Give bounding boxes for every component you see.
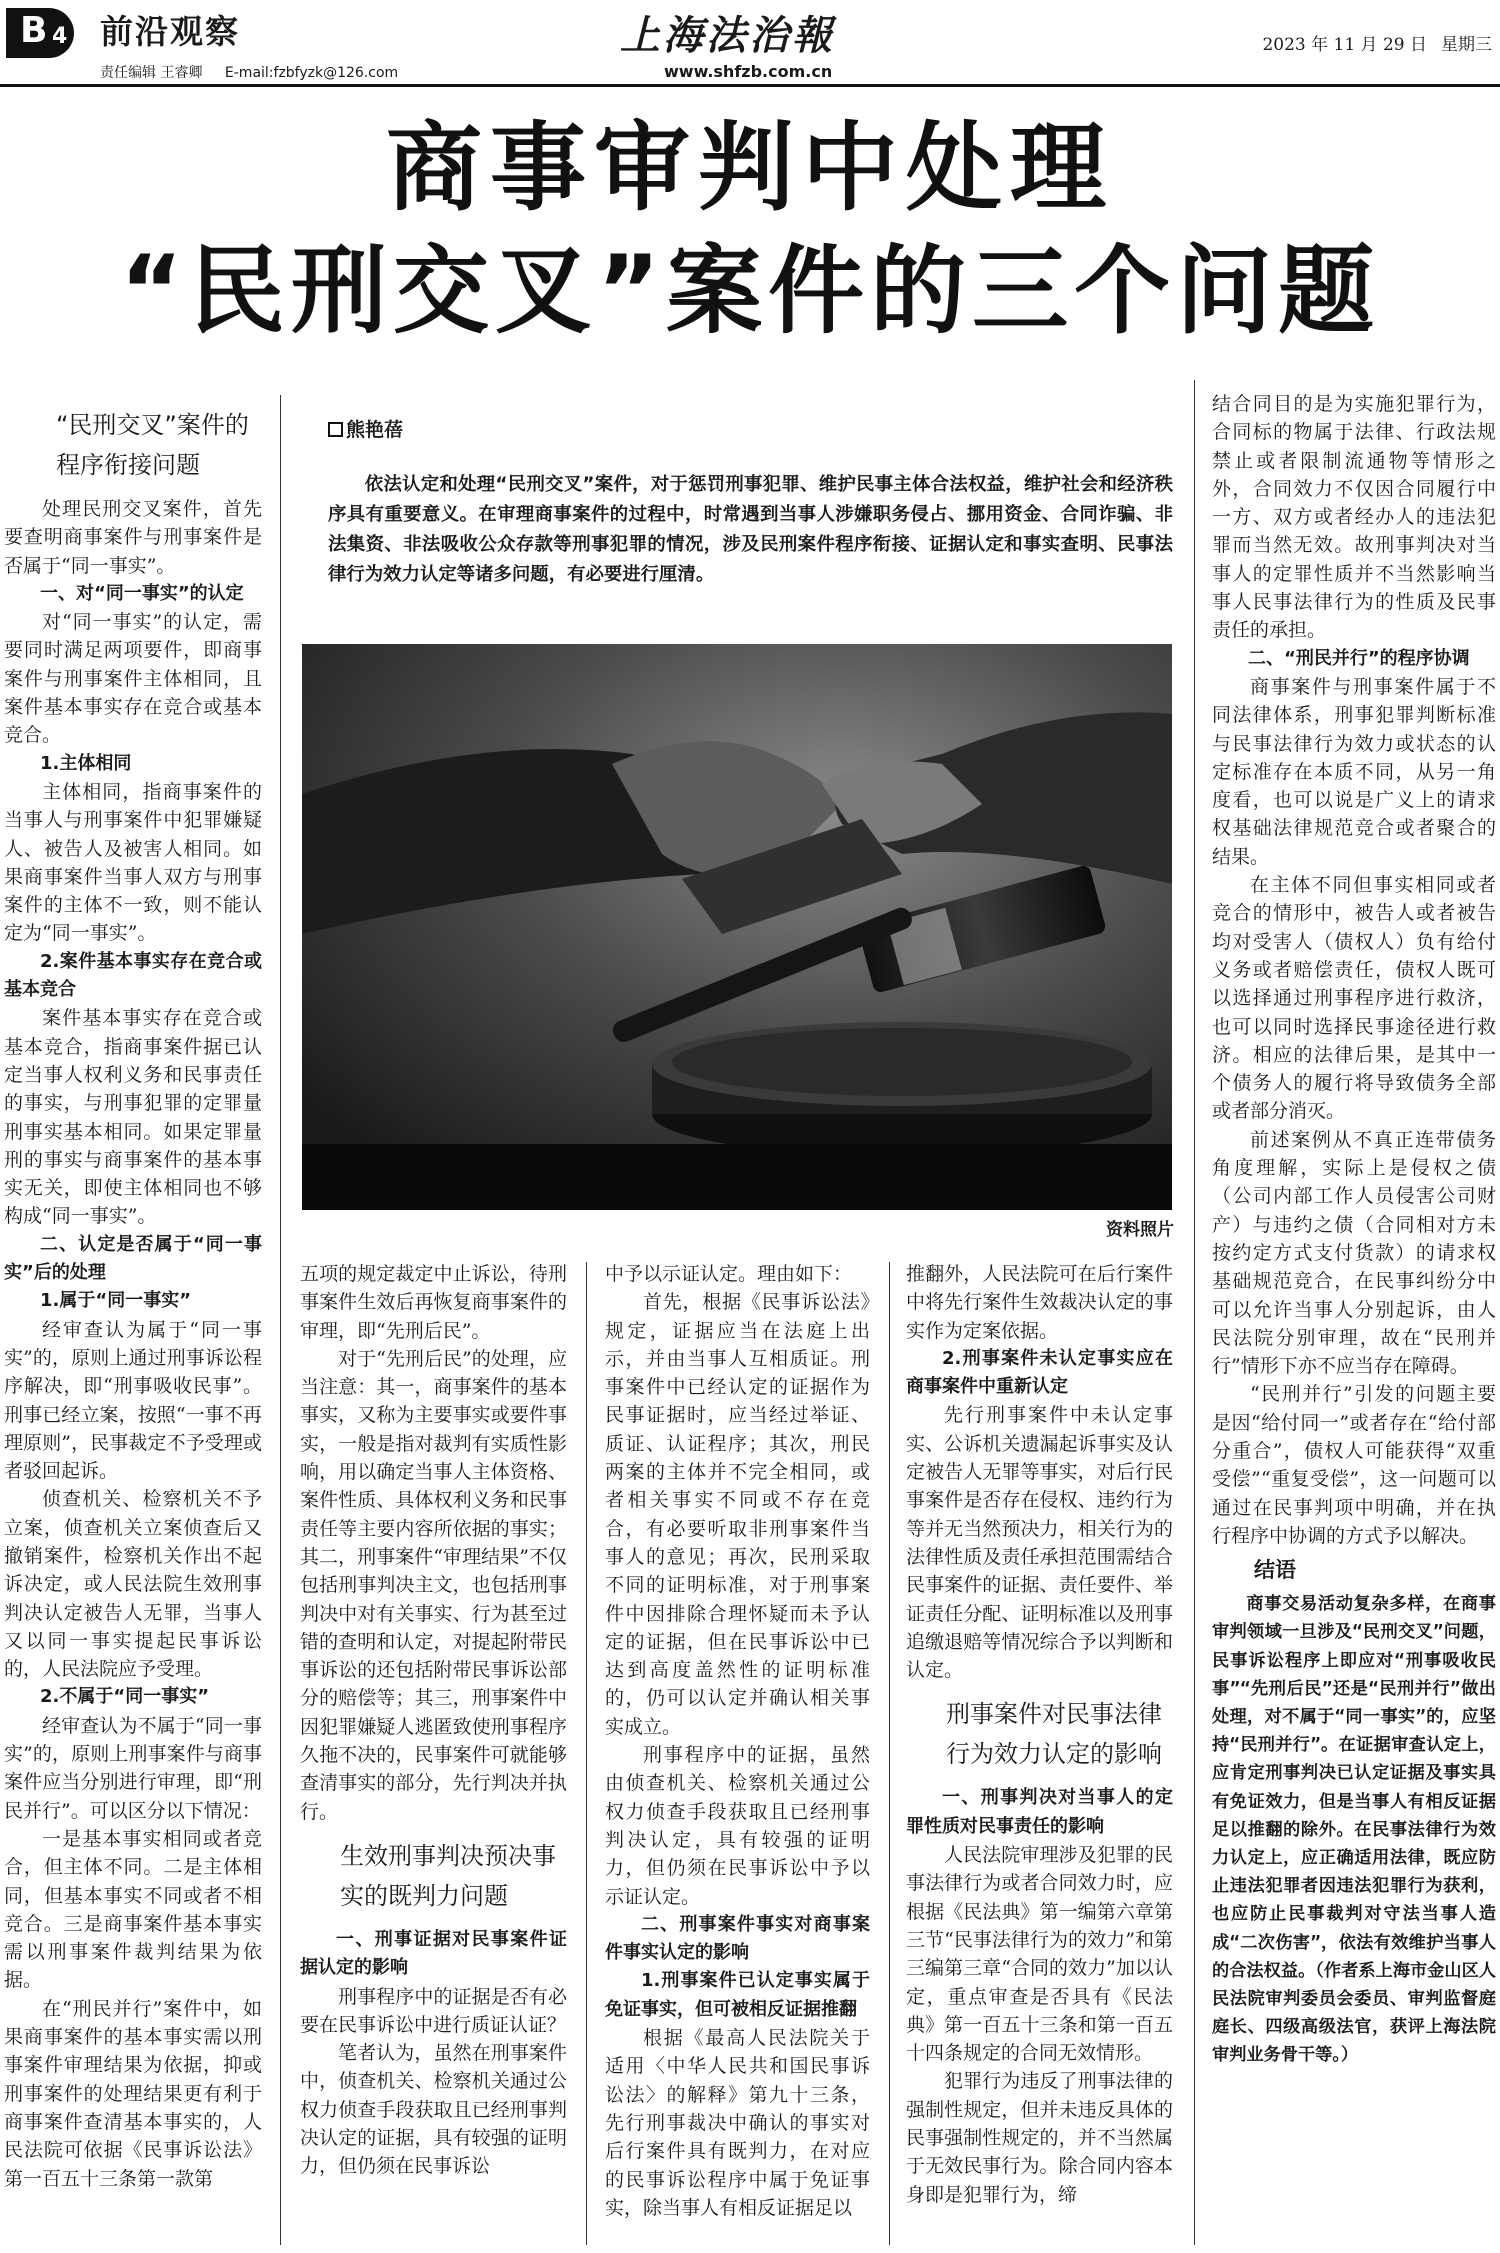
weekday-text: 星期三 — [1441, 35, 1492, 55]
paragraph: 经审查认为属于“同一事实”的，原则上通过刑事诉讼程序解决，即“刑事吸收民事”。刑事已经立案，按照“一事不再理原则”，民事裁定不予受理或者驳回起诉。 — [4, 1318, 262, 1483]
paragraph: 刑事程序中的证据，虽然由侦查机关、检察机关通过公权力侦查手段获取且已经刑事判决认定，具有较强的证明力，但仍须在民事诉讼中予以示证认定。 — [605, 1744, 870, 1908]
paragraph: 人民法院审理涉及犯罪的民事法律行为或者合同效力时，应根据《民法典》第一编第六章第三节“民事法律行为的效力”和第三编第三章“合同的效力”加以认定，重点审查是否具有《民法典》第一百五十三条和第一百五十四条规定的合同无效情形。 — [906, 1844, 1173, 2065]
subheading: 1.属于“同一事实” — [40, 1290, 192, 1312]
subheading: 一、对“同一事实”的认定 — [40, 582, 244, 604]
column-e — [1212, 390, 1496, 2070]
paragraph: 五项的规定裁定中止诉讼，待刑事案件生效后再恢复商事案件的审理，即“先刑后民”。 — [300, 1263, 567, 1342]
column-divider — [586, 1262, 587, 2245]
column-divider — [889, 1262, 890, 2245]
section-title: “民刑交叉”案件的程序衔接问题 — [56, 411, 249, 479]
column-b — [300, 1260, 567, 2181]
paragraph: 推翻外，人民法院可在后行案件中将先行案件生效裁决认定的事实作为定案依据。 — [906, 1263, 1173, 1342]
paragraph: 对于“先刑后民”的处理，应当注意：其一，商事案件的基本事实，又称为主要事实或要件事实，一般是指对裁判有实质性影响，用以确定当事人主体资格、案件性质、具体权利义务和民事责任等主要内容所依据的事实；其二，刑事案件“审理结果”不仅包括刑事判决主文，也包括刑事判决中对有关事实、行为甚至过错的查明和认定，对提起附带民事诉讼的还包括附带民事诉讼部分的赔偿等；其三，刑事案件中因犯罪嫌疑人逃匿致使刑事程序久拖不决的，民事案件可就能够查清事实的部分，先行判决并执行。 — [300, 1347, 567, 1823]
paragraph: 侦查机关、检察机关不予立案，侦查机关立案侦查后又撤销案件，检察机关作出不起诉决定，或人民法院生效刑事判决认定被告人无罪，当事人又以同一事实提起民事诉讼的，人民法院应予受理。 — [4, 1488, 262, 1681]
editor-line — [100, 62, 398, 82]
subheading: 1.主体相同 — [40, 752, 132, 774]
headline-line-2: “民刑交叉”案件的三个问题 — [119, 235, 1381, 347]
paragraph: 一是基本事实相同或者竞合，但主体不同。二是主体相同，但基本事实不同或者不相竞合。三是商事案件基本事实需以刑事案件裁判结果为依据。 — [4, 1827, 262, 1992]
paragraph: 结合同目的是为实施犯罪行为，合同标的物属于法律、行政法规禁止或者限制流通物等情形之外，合同效力不仅因合同履行中一方、双方或者经办人的违法犯罪而当然无效。故刑事判决对当事人的定罪性质并不当然影响当事人民事法律行为的性质及民事责任的承担。 — [1212, 393, 1496, 642]
masthead-logo: 上海法治報 — [620, 12, 835, 59]
subheading: 二、“刑民并行”的程序协调 — [1248, 647, 1470, 669]
column-c — [605, 1260, 870, 2222]
article-headline — [0, 110, 1500, 356]
section-title: 生效刑事判决预决事实的既判力问题 — [340, 1841, 556, 1910]
paragraph: 笔者认为，虽然在刑事案件中，侦查机关、检察机关通过公权力侦查手段获取且已经刑事判决认定的证据，具有较强的证明力，但仍须在民事诉讼 — [300, 2042, 567, 2178]
editor-label: 责任编辑 — [100, 65, 156, 81]
subheading: 二、刑事案件事实对商事案件事实认定的影响 — [605, 1913, 870, 1964]
page-badge — [6, 8, 74, 58]
subheading: 2.刑事案件未认定事实应在商事案件中重新认定 — [906, 1347, 1173, 1398]
subheading: 一、刑事证据对民事案件证据认定的影响 — [300, 1928, 567, 1979]
date-text: 2023 年 11 月 29 日 — [1262, 35, 1427, 55]
section-name: 前沿观察 — [100, 12, 240, 51]
paragraph: 犯罪行为违反了刑事法律的强制性规定，但并未违反具体的民事强制性规定的，并不当然属于无效民事行为。除合同内容本身即是犯罪行为，缔 — [906, 2070, 1173, 2206]
subheading: 2.不属于“同一事实” — [40, 1686, 210, 1708]
gavel-handshake-photo — [302, 644, 1172, 1210]
paragraph: 根据《最高人民法院关于适用〈中华人民共和国民事诉讼法〉的解释》第九十三条，先行刑事裁决中确认的事实对后行案件具有既判力，在对应的民事诉讼程序中属于免证事实，除当事人有相反证据足以 — [605, 2027, 870, 2219]
byline-box-icon — [328, 422, 343, 437]
subheading: 1.刑事案件已认定事实属于免证事实，但可被相反证据推翻 — [605, 1970, 870, 2020]
editor-email: E-mail:fzbfyzk@126.com — [224, 65, 399, 81]
newspaper-header — [0, 0, 1500, 90]
paragraph: 商事案件与刑事案件属于不同法律体系，刑事犯罪判断标准与民事法律行为效力或状态的认定标准存在本质不同，从另一角度看，也可以说是广义上的请求权基础法律规范竞合或者聚合的结果。 — [1212, 675, 1496, 868]
paragraph: 经审查认为不属于“同一事实”的，原则上刑事案件与商事案件应当分别进行审理，即“刑民并行”。可以区分以下情况： — [4, 1714, 262, 1822]
paragraph: 中予以示证认定。理由如下： — [605, 1263, 853, 1285]
section-title: 刑事案件对民事法律行为效力认定的影响 — [946, 1700, 1162, 1769]
header-rule — [0, 84, 1500, 87]
column-d — [906, 1260, 1173, 2209]
photo-caption: 资料照片 — [1106, 1220, 1174, 1240]
column-divider — [280, 395, 281, 2245]
editor-name: 王睿卿 — [160, 65, 203, 81]
conclusion-heading: 结语 — [1254, 1558, 1296, 1583]
paragraph: 在主体不同但事实相同或者竞合的情形中，被告人或者被告均对受害人（债权人）负有给付义务或者赔偿责任，债权人既可以选择通过刑事程序进行救济，也可以同时选择民事途径进行救济。相应的法律后果，是其中一个债务人的履行将导致债务全部或者部分消灭。 — [1212, 874, 1496, 1123]
page-letter: B — [20, 10, 48, 51]
author-name: 熊艳蓓 — [346, 419, 404, 441]
subheading: 一、刑事判决对当事人的定罪性质对民事责任的影响 — [906, 1787, 1173, 1837]
headline-line-1: 商事审判中处理 — [386, 112, 1114, 224]
page-number: 4 — [52, 24, 68, 49]
conclusion-paragraph: 商事交易活动复杂多样，在商事审判领域一旦涉及“民刑交叉”问题，民事诉讼程序上即应对“刑事吸收民事”“先刑后民”还是“民刑并行”做出处理，对不属于“同一事实”的，应坚持“民刑并行”。在证据审查认定上，应肯定刑事判决已认定证据及事实具有免证效力，但是当事人有相反证据足以推翻的除外。在民事法律行为效力认定上，应正确适用法律，既应防止违法犯罪者因违法犯罪行为获利，也应防止民事裁判对守法当事人造成“二次伤害”，依法有效维护当事人的合法权益。（作者系上海市金山区人民法院审判委员会委员、审判监督庭庭长、四级高级法官，获评上海法院审判业务骨干等。） — [1212, 1594, 1496, 2066]
paragraph: 案件基本事实存在竞合或基本竞合，指商事案件据已认定当事人权利义务和民事责任的事实，与刑事犯罪的定罪量刑事实基本相同。如果定罪量刑的事实与商事案件的基本事实无关，即使主体相同也不够构成“同一事实”。 — [4, 1007, 262, 1228]
paragraph: 主体相同，指商事案件的当事人与刑事案件中犯罪嫌疑人、被告人及被害人相同。如果商事案件当事人双方与刑事案件的主体不一致，则不能认定为“同一事实”。 — [4, 780, 262, 945]
paragraph: 处理民刑交叉案件，首先要查明商事案件与刑事案件是否属于“同一事实”。 — [4, 498, 262, 577]
paragraph: “民刑并行”引发的问题主要是因“给付同一”或者存在“给付部分重合”，债权人可能获得“双重受偿”“重复受偿”，这一问题可以通过在民事判项中明确，并在执行程序中协调的方式予以解决。 — [1212, 1383, 1496, 1547]
paragraph: 在“刑民并行”案件中，如果商事案件的基本事实需以刑事案件审理结果为依据，抑或刑事案件的处理结果更有利于商事案件查清基本事实的，人民法院可依据《民事诉讼法》第一百五十三条第一款第 — [4, 1997, 262, 2190]
paragraph: 对“同一事实”的认定，需要同时满足两项要件，即商事案件与刑事案件主体相同，且案件基本事实存在竞合或基本竞合。 — [4, 611, 262, 747]
photo-illustration — [302, 644, 1172, 1210]
paragraph: 刑事程序中的证据是否有必要在民事诉讼中进行质证认证？ — [300, 1985, 567, 2036]
subheading: 二、认定是否属于“同一事实”后的处理 — [4, 1233, 262, 1284]
paragraph: 前述案例从不真正连带债务角度理解，实际上是侵权之债（公司内部工作人员侵害公司财产）与违约之债（合同相对方未按约定方式支付货款）的请求权基础规范竞合，在民事纠纷分中可以允许当事人分别起诉，由人民法院分别审理，故在“民刑并行”情形下亦不应当存在障碍。 — [1212, 1128, 1496, 1378]
subheading: 2.案件基本事实存在竞合或基本竞合 — [4, 950, 262, 1001]
issue-date — [1262, 30, 1492, 55]
column-divider — [1194, 380, 1195, 2245]
article-abstract: 依法认定和处理“民刑交叉”案件，对于惩罚刑事犯罪、维护民事主体合法权益，维护社会和经济秩序具有重要意义。在审理商事案件的过程中，时常遇到当事人涉嫌职务侵占、挪用资金、合同诈骗、非法集资、非法吸收公众存款等刑事犯罪的情况，涉及民刑案件程序衔接、证据认定和事实查明、民事法律行为效力认定等诸多问题，有必要进行厘清。 — [328, 474, 1173, 585]
paragraph: 首先，根据《民事诉讼法》规定，证据应当在法庭上出示，并由当事人互相质证。刑事案件中已经认定的证据作为民事证据时，应当经过举证、质证、认证程序；其次，刑民两案的主体并不完全相同，或者相关事实不同或不存在竞合，有必要听取非刑事案件当事人的意见；再次，民刑采取不同的证明标准，对于刑事案件中因排除合理怀疑而未予认定的证据，但在民事诉讼中已达到高度盖然性的证明标准的，仍可以认定并确认相关事实成立。 — [605, 1291, 870, 1738]
column-a — [4, 405, 262, 2193]
author-byline — [328, 415, 403, 442]
website-url: www.shfzb.com.cn — [664, 62, 833, 81]
paragraph: 先行刑事案件中未认定事实、公诉机关遗漏起诉事实及认定被告人无罪等事实，对后行民事案件是否存在侵权、违约行为等并无当然预决力，相关行为的法律性质及责任承担范围需结合民事案件的证据、责任要件、举证责任分配、证明标准以及刑事追缴退赔等情况综合予以判断和认定。 — [906, 1404, 1173, 1682]
